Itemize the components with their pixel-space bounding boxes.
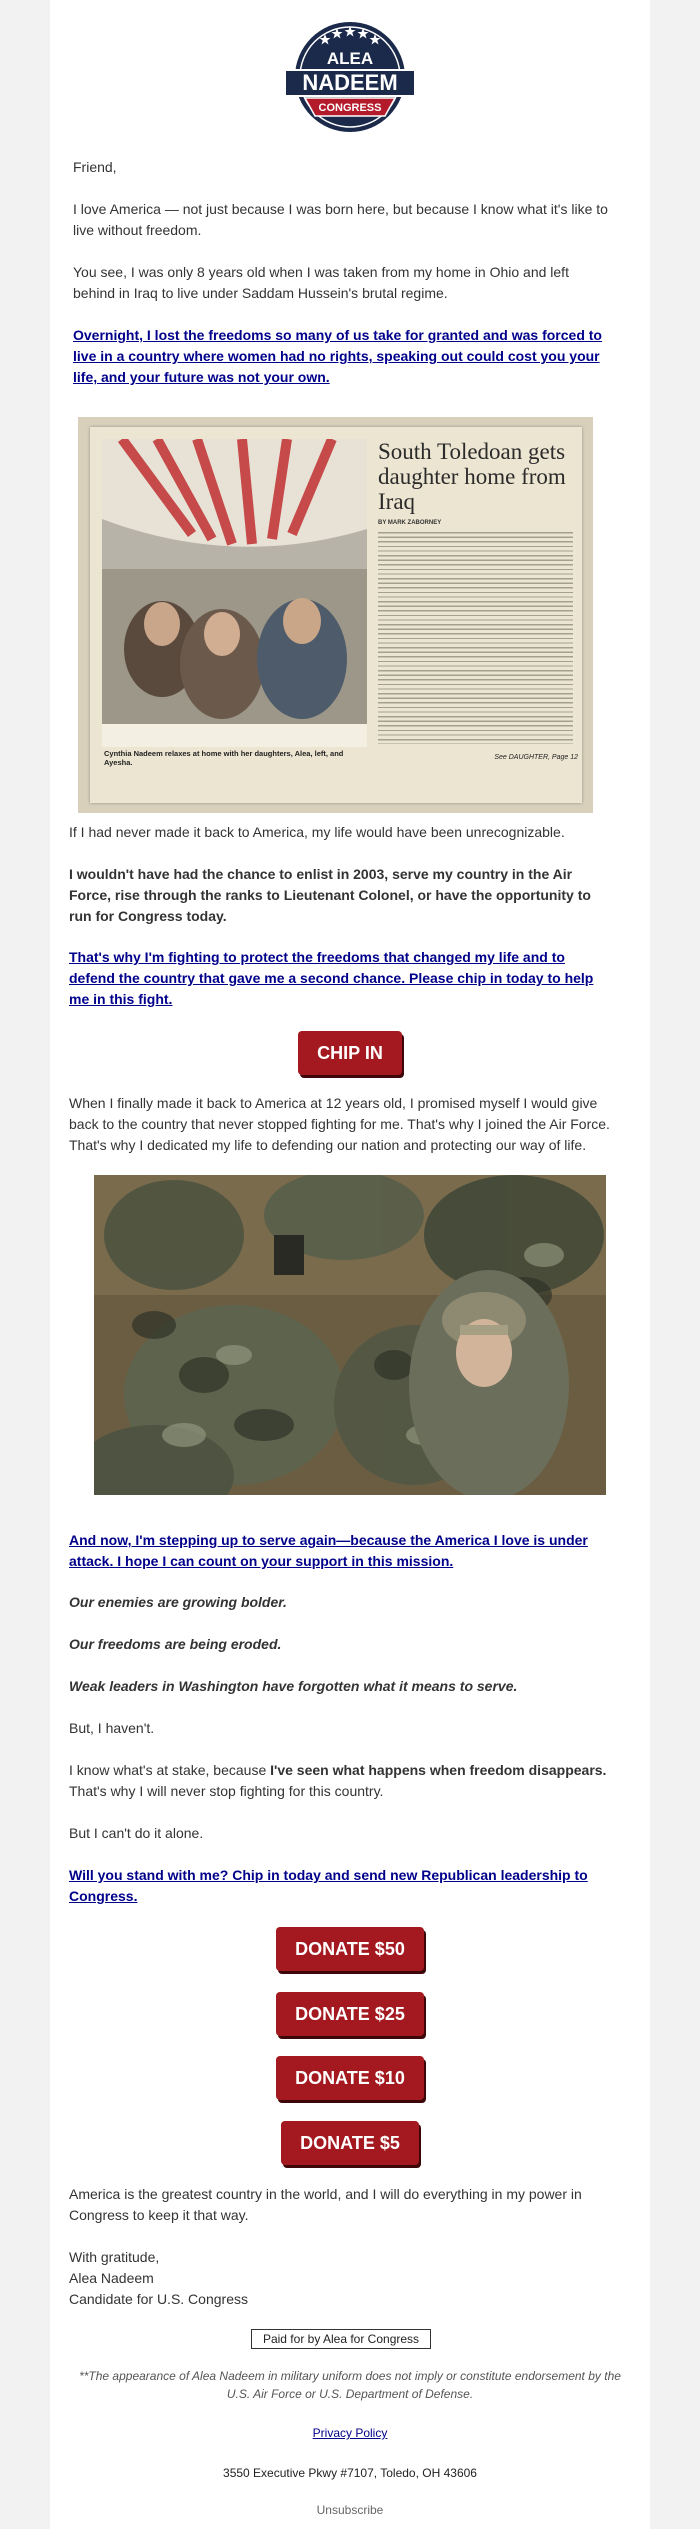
closing-paragraph: America is the greatest country in the world, and I will do everything in my power in Congress to keep it that way.	[69, 2186, 582, 2223]
enemies-line: Our enemies are growing bolder.	[69, 1594, 287, 1610]
air-force-paragraph: When I finally made it back to America at 12 years old, I promised myself I would give back to the country that never stopped fighting for me. That's why I joined the Air Force. That's why I dedicated my life to defending our nation and protecting our way of life.	[69, 1095, 610, 1153]
intro-paragraph: I love America — not just because I was born here, but because I know what it's like to live without freedom.	[73, 201, 608, 238]
unrecognizable-paragraph: If I had never made it back to America, my life would have been unrecognizable.	[69, 824, 565, 840]
havent-line: But, I haven't.	[69, 1720, 155, 1736]
stakes-bold: I've seen what happens when freedom disappears.	[270, 1762, 607, 1778]
stakes-paragraph	[69, 1760, 614, 1802]
mailing-address: 3550 Executive Pkwy #7107, Toledo, OH 43606	[223, 2466, 477, 2480]
logo-line1: ALEA	[326, 49, 374, 68]
childhood-paragraph: You see, I was only 8 years old when I was taken from my home in Ohio and left behind in Iraq to live under Saddam Hussein's brutal regime.	[73, 264, 569, 301]
freedoms-line: Our freedoms are being eroded.	[69, 1636, 282, 1652]
military-photo	[94, 1175, 606, 1495]
newspaper-byline: BY MARK ZABORNEY	[378, 520, 442, 526]
donate-5-button[interactable]: DONATE $5	[281, 2121, 419, 2165]
donate-link-2[interactable]: That's why I'm fighting to protect the freedoms that changed my life and to defend the country that gave me a second chance. Please chip in today to help me in this fight.	[69, 949, 594, 1007]
donate-25-button[interactable]: DONATE $25	[276, 1992, 424, 2036]
stakes-end: That's why I will never stop fighting for this country.	[69, 1783, 384, 1799]
donate-50-button[interactable]: DONATE $50	[276, 1927, 424, 1971]
alone-line: But I can't do it alone.	[69, 1825, 204, 1841]
signoff-title: Candidate for U.S. Congress	[69, 2291, 248, 2307]
donate-10-button[interactable]: DONATE $10	[276, 2056, 424, 2100]
paid-for-box: Paid for by Alea for Congress	[251, 2329, 431, 2349]
email-body	[50, 0, 650, 2529]
uniform-disclaimer: **The appearance of Alea Nadeem in military uniform does not imply or constitute endorsement by the U.S. Air Force or U.S. Department of Defense.	[79, 2369, 621, 2401]
newspaper-headline: South Toledoan gets daughter home from Iraq	[378, 439, 566, 514]
privacy-policy-link[interactable]: Privacy Policy	[312, 2426, 388, 2440]
campaign-logo	[50, 20, 650, 135]
newspaper-photo	[102, 439, 367, 747]
donate-link-4[interactable]: Will you stand with me? Chip in today and send new Republican leadership to Congress.	[69, 1867, 588, 1904]
logo-line3: CONGRESS	[318, 102, 382, 114]
greeting: Friend,	[73, 159, 117, 175]
unsubscribe-link[interactable]: Unsubscribe	[316, 2503, 384, 2517]
signoff-gratitude: With gratitude,	[69, 2249, 160, 2265]
newspaper-caption: Cynthia Nadeem relaxes at home with her daughters, Alea, left, and Ayesha.	[104, 749, 344, 767]
donate-link-1[interactable]: Overnight, I lost the freedoms so many of us take for granted and was forced to live in a country where women had no rights, speaking out could cost you your life, and your future was not your own.	[73, 327, 602, 385]
leaders-line: Weak leaders in Washington have forgotten what it means to serve.	[69, 1678, 518, 1694]
chip-in-button[interactable]: CHIP IN	[298, 1031, 402, 1075]
newspaper-clipping-image	[78, 417, 593, 813]
logo-line2: NADEEM	[302, 70, 398, 95]
stakes-start: I know what's at stake, because	[69, 1762, 271, 1778]
newspaper-continue: See DAUGHTER, Page 12	[494, 754, 578, 761]
service-paragraph: I wouldn't have had the chance to enlist in 2003, serve my country in the Air Force, rise through the ranks to Lieutenant Colonel, or have the opportunity to run for Congress today.	[69, 866, 591, 924]
signoff-name: Alea Nadeem	[69, 2270, 154, 2286]
donate-link-3[interactable]: And now, I'm stepping up to serve again—because the America I love is under attack. I hope I can count on your support in this mission.	[69, 1532, 588, 1569]
newspaper-article-text	[378, 532, 573, 744]
